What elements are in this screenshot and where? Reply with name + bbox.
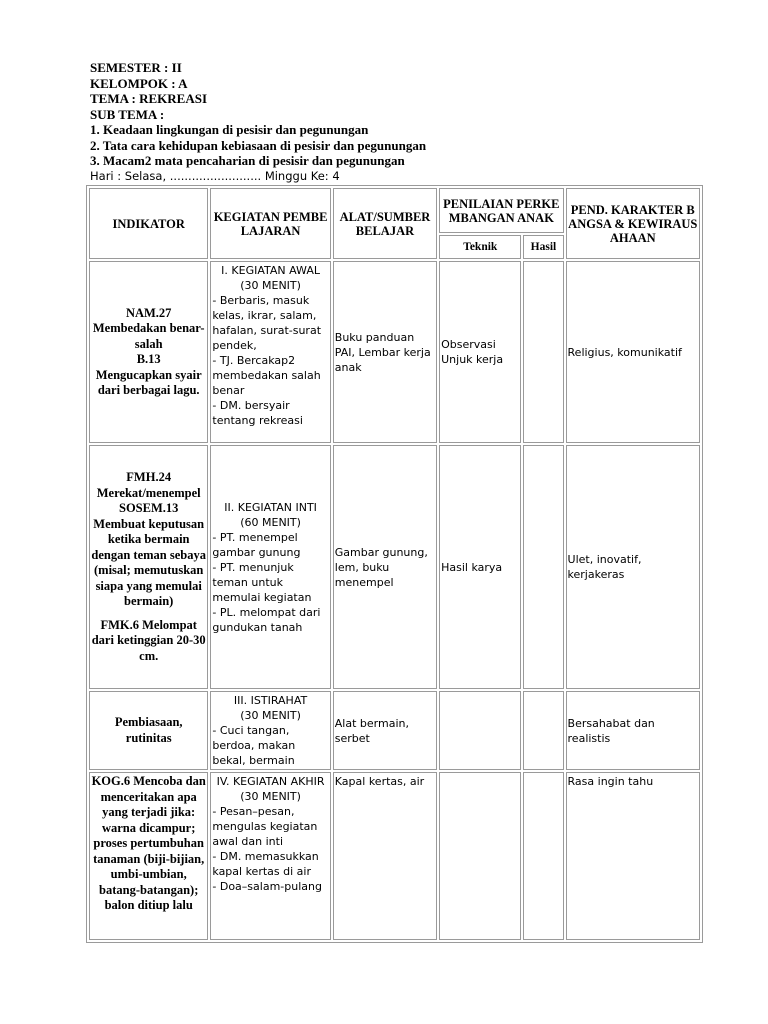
indicator-line: Pembiasaan, rutinitas	[114, 715, 183, 745]
lesson-plan-table	[86, 185, 703, 943]
activity-duration: (60 MENIT)	[240, 515, 301, 529]
hasil-cell	[523, 772, 563, 940]
sub-tema-item: 2. Tata cara kehidupan kebiasaan di pesisir dan pegunungan	[90, 137, 427, 153]
activity-item: - PL. melompat dari gundukan tanah	[212, 605, 321, 634]
indicator-line: SOSEM.13	[119, 501, 179, 515]
table-row	[89, 772, 700, 940]
semester-label: SEMESTER : II	[90, 60, 182, 75]
header-penilaian: PENILAIAN PERKEMBANGAN ANAK	[439, 188, 563, 233]
activity-item: - TJ. Bercakap2 membedakan salah benar	[212, 354, 321, 397]
teknik-cell	[439, 772, 521, 940]
kegiatan-cell	[210, 772, 330, 940]
indikator-cell	[89, 445, 208, 689]
indikator-cell	[89, 691, 208, 770]
day-week-line: Hari : Selasa, ......................... Minggu Ke: 4	[90, 168, 340, 183]
table-row	[89, 445, 700, 689]
activity-title: I. KEGIATAN AWAL	[221, 264, 320, 277]
sub-tema-item: 3. Macam2 mata pencaharian di pesisir dan pegunungan	[90, 153, 405, 168]
activity-item: - DM. bersyair tentang rekreasi	[212, 399, 303, 427]
sub-tema-label: SUB TEMA :	[90, 106, 165, 122]
indicator-line: FMH.24	[126, 470, 172, 484]
header-teknik: Teknik	[439, 235, 521, 259]
activity-item: - DM. memasukkan kapal kertas di air	[212, 850, 319, 878]
activity-item: - Berbaris, masuk kelas, ikrar, salam, hafalan, surat-surat pendek,	[212, 294, 322, 352]
activity-duration: (30 MENIT)	[240, 279, 301, 292]
activity-item: - Cuci tangan, berdoa, makan bekal, bermain	[212, 724, 296, 767]
table-row	[89, 691, 700, 770]
indicator-line: Membuat keputusan ketika bermain dengan teman sebaya (misal; memutuskan siapa yang memulai bermain)	[91, 516, 206, 608]
alat-cell: Alat bermain, serbet	[333, 691, 437, 770]
activity-item: - PT. menempel gambar gunung	[212, 530, 301, 559]
teknik-cell: Hasil karya	[439, 445, 521, 689]
activity-title: III. ISTIRAHAT	[233, 694, 308, 707]
indicator-line: NAM.27	[125, 305, 172, 320]
hasil-cell	[523, 691, 563, 770]
activity-item: - Pesan–pesan, mengulas kegiatan awal dan inti	[212, 805, 318, 848]
activity-title: IV. KEGIATAN AKHIR	[216, 775, 325, 788]
indicator-line: Membedakan benar-salah	[92, 321, 205, 351]
header-indikator: INDIKATOR	[89, 188, 208, 259]
header-kegiatan: KEGIATAN PEMBELAJARAN	[210, 188, 330, 259]
header-pend-karakter: PEND. KARAKTER BANGSA & KEWIRAUSAHAAN	[566, 188, 700, 259]
table-row	[89, 261, 700, 443]
alat-cell: Kapal kertas, air	[333, 772, 437, 940]
header-alat: ALAT/SUMBER BELAJAR	[333, 188, 437, 259]
kegiatan-cell	[210, 261, 330, 443]
alat-cell: Gambar gunung, lem, buku menempel	[333, 445, 437, 689]
sub-tema-item: 1. Keadaan lingkungan di pesisir dan pegunungan	[90, 122, 369, 137]
activity-duration: (30 MENIT)	[240, 709, 301, 722]
indicator-line: FMK.6 Melompat dari ketinggian 20-30 cm.	[91, 617, 206, 663]
indicator-line: B.13	[136, 352, 161, 366]
indicator-line: Merekat/menempel	[96, 485, 201, 500]
pend-cell: Religius, komunikatif	[566, 261, 700, 443]
indikator-cell	[89, 261, 208, 443]
header-hasil: Hasil	[523, 235, 563, 259]
hasil-cell	[523, 445, 563, 689]
teknik-cell: Observasi Unjuk kerja	[439, 261, 521, 443]
spacer	[91, 610, 206, 618]
pend-cell: Ulet, inovatif, kerjakeras	[566, 445, 700, 689]
kegiatan-cell	[210, 445, 330, 689]
tema-label: TEMA : REKREASI	[90, 91, 208, 106]
activity-item: - Doa–salam-pulang	[212, 880, 322, 893]
indicator-line: Mengucapkan syair dari berbagai lagu.	[95, 367, 202, 397]
kegiatan-cell	[210, 691, 330, 770]
pend-cell: Bersahabat dan realistis	[566, 691, 700, 770]
activity-title: II. KEGIATAN INTI	[224, 500, 317, 514]
teknik-cell	[439, 691, 521, 770]
indicator-line: KOG.6 Mencoba dan menceritakan apa yang terjadi jika: warna dicampur; proses pertumbuhan tanaman (biji-bijian, umbi-umbian, batang-batangan); balon ditiup lalu	[91, 774, 206, 912]
activity-duration: (30 MENIT)	[240, 790, 301, 803]
indikator-cell	[89, 772, 208, 940]
alat-cell: Buku panduan PAI, Lembar kerja anak	[333, 261, 437, 443]
document-header	[90, 60, 690, 184]
activity-item: - PT. menunjuk teman untuk memulai kegiatan	[212, 560, 312, 604]
hasil-cell	[523, 261, 563, 443]
kelompok-label: KELOMPOK : A	[90, 75, 188, 91]
pend-cell: Rasa ingin tahu	[566, 772, 700, 940]
